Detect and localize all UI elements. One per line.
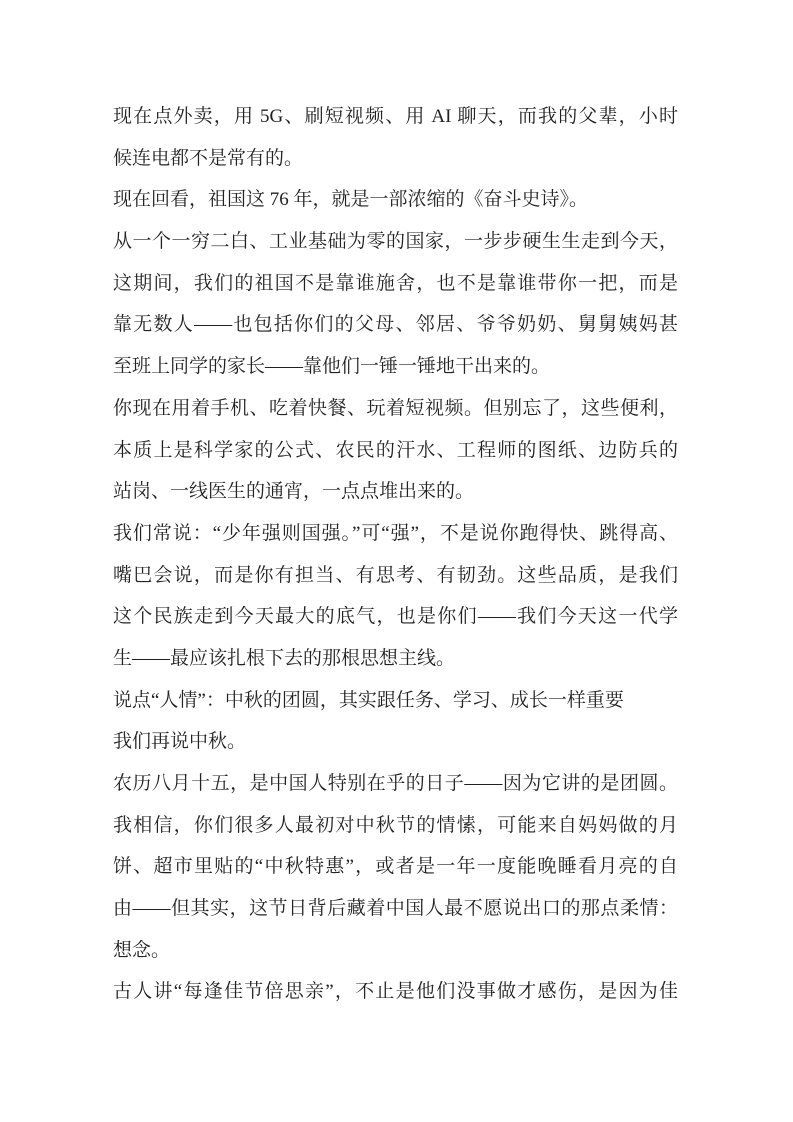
text-line: 至班上同学的家长——靠他们一锤一锤地干出来的。 — [113, 356, 551, 378]
text-line: 我相信，你们很多人最初对中秋节的情愫，可能来自妈妈做的月 — [113, 814, 678, 836]
text-line: 农历八月十五，是中国人特别在乎的日子——因为它讲的是团圆。 — [113, 773, 678, 794]
text-line: 想念。 — [113, 939, 171, 961]
text-line: 现在点外卖，用 5G、刷短视频、用 AI 聊天，而我的父辈，小时 — [113, 106, 678, 127]
text-line: 生——最应该扎根下去的那根思想主线。 — [113, 647, 456, 669]
text-line: 由——但其实，这节日背后藏着中国人最不愿说出口的那点柔情： — [113, 898, 678, 920]
text-line: 我们常说：“少年强则国强。”可“强”，不是说你跑得快、跳得高、 — [113, 522, 678, 544]
text-line: 现在回看，祖国这 76 年，就是一部浓缩的《奋斗史诗》。 — [113, 189, 589, 211]
text-line: 说点“人情”：中秋的团圆，其实跟任务、学习、成长一样重要 — [113, 689, 624, 711]
text-line: 本质上是科学家的公式、农民的汗水、工程师的图纸、边防兵的 — [113, 439, 678, 461]
document-text-block — [113, 96, 678, 1013]
text-line: 饼、超市里贴的“中秋特惠”，或者是一年一度能晚睡看月亮的自 — [113, 856, 678, 878]
text-line: 嘴巴会说，而是你有担当、有思考、有韧劲。这些品质，是我们 — [113, 564, 678, 586]
text-line: 你现在用着手机、吃着快餐、玩着短视频。但别忘了，这些便利， — [113, 397, 678, 419]
text-line: 这期间，我们的祖国不是靠谁施舍，也不是靠谁带你一把，而是 — [113, 272, 678, 294]
text-line: 从一个一穷二白、工业基础为零的国家，一步步硬生生走到今天， — [113, 231, 678, 253]
text-line: 靠无数人——也包括你们的父母、邻居、爷爷奶奶、舅舅姨妈甚 — [113, 314, 678, 336]
text-line: 这个民族走到今天最大的底气，也是你们——我们今天这一代学 — [113, 606, 678, 628]
text-line: 站岗、一线医生的通宵，一点点堆出来的。 — [113, 481, 475, 503]
text-line: 古人讲“每逢佳节倍思亲”，不止是他们没事做才感伤，是因为佳 — [113, 981, 678, 1003]
text-line: 候连电都不是常有的。 — [113, 147, 304, 169]
text-line: 我们再说中秋。 — [113, 731, 247, 753]
